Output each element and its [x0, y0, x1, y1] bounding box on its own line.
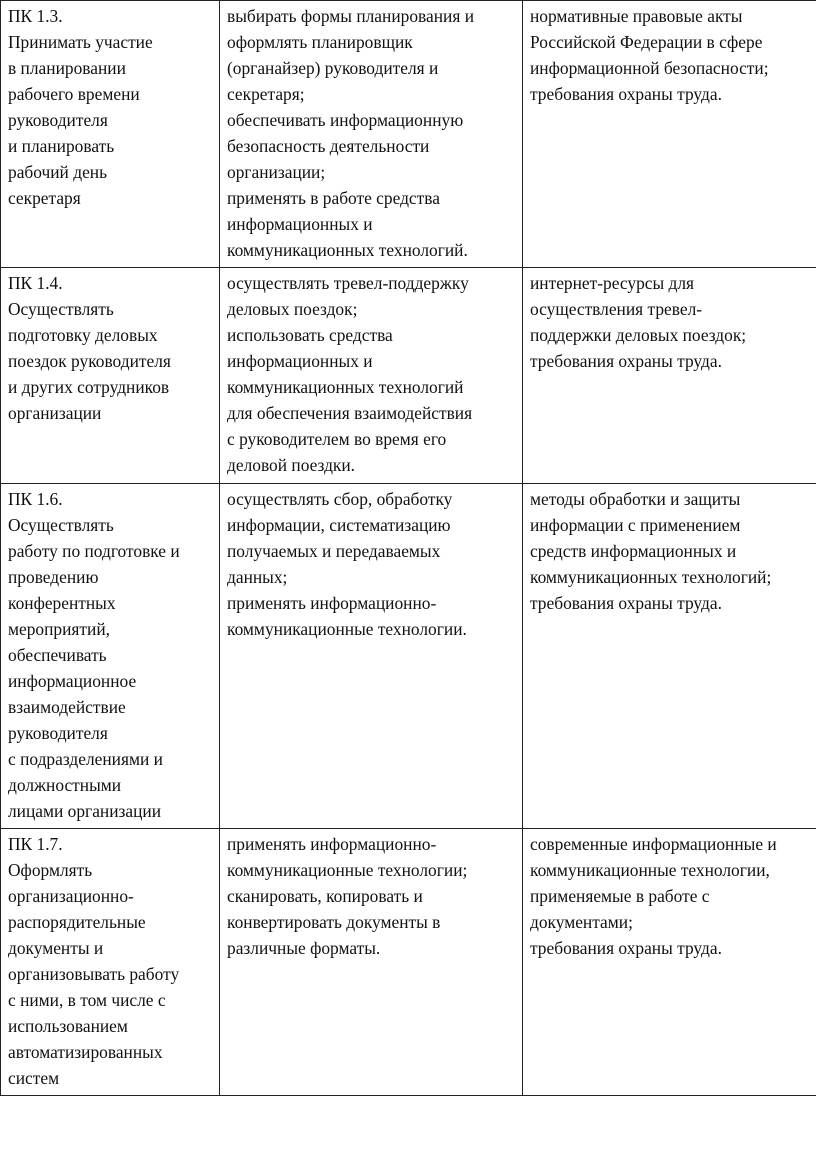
cell-line: интернет-ресурсы для: [530, 273, 695, 293]
cell-line: руководителя: [8, 723, 108, 743]
cell-line: проведению: [8, 567, 99, 587]
cell-line: секретаря: [8, 188, 81, 208]
cell-line: коммуникационных технологий;: [530, 567, 772, 587]
cell-line: деловой поездки.: [227, 455, 356, 475]
cell-line: ПК 1.6.: [8, 489, 63, 509]
cell-line: для обеспечения взаимодействия: [227, 403, 473, 423]
cell-line: (органайзер) руководителя и: [227, 58, 439, 78]
cell-line: Осуществлять: [8, 299, 114, 319]
table-row: [1, 484, 816, 829]
table-row: [1, 1, 816, 268]
cell-line: работу по подготовке и: [8, 541, 180, 561]
cell-line: оформлять планировщик: [227, 32, 413, 52]
cell-line: мероприятий,: [8, 619, 110, 639]
cell-line: данных;: [227, 567, 288, 587]
cell-line: с руководителем во время его: [227, 429, 447, 449]
cell-line: информационных и: [227, 214, 373, 234]
cell-line: использованием: [8, 1016, 128, 1036]
cell-line: обеспечивать информационную: [227, 110, 464, 130]
cell-line: обеспечивать: [8, 645, 107, 665]
skills-cell: [220, 829, 523, 1096]
cell-line: организации: [8, 403, 102, 423]
cell-line: Оформлять: [8, 860, 93, 880]
cell-line: и других сотрудников: [8, 377, 170, 397]
cell-line: коммуникационные технологии,: [530, 860, 770, 880]
cell-line: коммуникационные технологии.: [227, 619, 467, 639]
cell-line: получаемых и передаваемых: [227, 541, 441, 561]
cell-line: осуществлять сбор, обработку: [227, 489, 453, 509]
cell-line: руководителя: [8, 110, 108, 130]
cell-line: ПК 1.7.: [8, 834, 63, 854]
cell-line: информации с применением: [530, 515, 741, 535]
cell-line: требования охраны труда.: [530, 938, 722, 958]
cell-line: систем: [8, 1068, 60, 1088]
cell-line: осуществлять тревел-поддержку: [227, 273, 469, 293]
cell-line: требования охраны труда.: [530, 84, 722, 104]
cell-line: конферентных: [8, 593, 116, 613]
cell-line: методы обработки и защиты: [530, 489, 741, 509]
cell-line: информации, систематизацию: [227, 515, 451, 535]
cell-line: распорядительные: [8, 912, 146, 932]
cell-line: различные форматы.: [227, 938, 381, 958]
knowledge-cell: [523, 829, 816, 1096]
cell-line: безопасность деятельности: [227, 136, 430, 156]
competency-cell: [1, 1, 220, 268]
cell-line: подготовку деловых: [8, 325, 158, 345]
cell-line: документами;: [530, 912, 633, 932]
cell-line: применять информационно-: [227, 834, 437, 854]
cell-line: организовывать работу: [8, 964, 180, 984]
cell-line: организации;: [227, 162, 326, 182]
cell-line: организационно-: [8, 886, 134, 906]
competency-cell: [1, 829, 220, 1096]
cell-line: требования охраны труда.: [530, 351, 722, 371]
cell-line: информационное: [8, 671, 137, 691]
cell-line: выбирать формы планирования и: [227, 6, 475, 26]
cell-line: документы и: [8, 938, 104, 958]
cell-line: Российской Федерации в сфере: [530, 32, 763, 52]
cell-line: использовать средства: [227, 325, 393, 345]
cell-line: средств информационных и: [530, 541, 737, 561]
cell-line: деловых поездок;: [227, 299, 358, 319]
cell-line: автоматизированных: [8, 1042, 163, 1062]
cell-line: современные информационные и: [530, 834, 777, 854]
cell-line: поддержки деловых поездок;: [530, 325, 747, 345]
cell-line: рабочего времени: [8, 84, 140, 104]
cell-line: коммуникационные технологии;: [227, 860, 468, 880]
cell-line: с подразделениями и: [8, 749, 163, 769]
cell-line: секретаря;: [227, 84, 305, 104]
cell-line: информационной безопасности;: [530, 58, 769, 78]
cell-line: коммуникационных технологий.: [227, 240, 468, 260]
skills-cell: [220, 484, 523, 829]
skills-cell: [220, 1, 523, 268]
knowledge-cell: [523, 1, 816, 268]
cell-line: применяемые в работе с: [530, 886, 710, 906]
cell-line: Принимать участие: [8, 32, 153, 52]
table-row: [1, 268, 816, 484]
cell-line: коммуникационных технологий: [227, 377, 464, 397]
cell-line: сканировать, копировать и: [227, 886, 423, 906]
skills-cell: [220, 268, 523, 484]
cell-line: требования охраны труда.: [530, 593, 722, 613]
cell-line: с ними, в том числе с: [8, 990, 166, 1010]
cell-line: лицами организации: [8, 801, 162, 821]
cell-line: и планировать: [8, 136, 115, 156]
cell-line: осуществления тревел-: [530, 299, 703, 319]
competency-cell: [1, 268, 220, 484]
competency-cell: [1, 484, 220, 829]
cell-line: должностными: [8, 775, 122, 795]
cell-line: в планировании: [8, 58, 126, 78]
knowledge-cell: [523, 484, 816, 829]
knowledge-cell: [523, 268, 816, 484]
cell-line: ПК 1.3.: [8, 6, 63, 26]
cell-line: конвертировать документы в: [227, 912, 441, 932]
cell-line: ПК 1.4.: [8, 273, 63, 293]
cell-line: поездок руководителя: [8, 351, 171, 371]
cell-line: взаимодействие: [8, 697, 126, 717]
cell-line: нормативные правовые акты: [530, 6, 743, 26]
cell-line: рабочий день: [8, 162, 108, 182]
table-row: [1, 829, 816, 1096]
cell-line: Осуществлять: [8, 515, 114, 535]
cell-line: применять в работе средства: [227, 188, 440, 208]
cell-line: применять информационно-: [227, 593, 437, 613]
cell-line: информационных и: [227, 351, 373, 371]
